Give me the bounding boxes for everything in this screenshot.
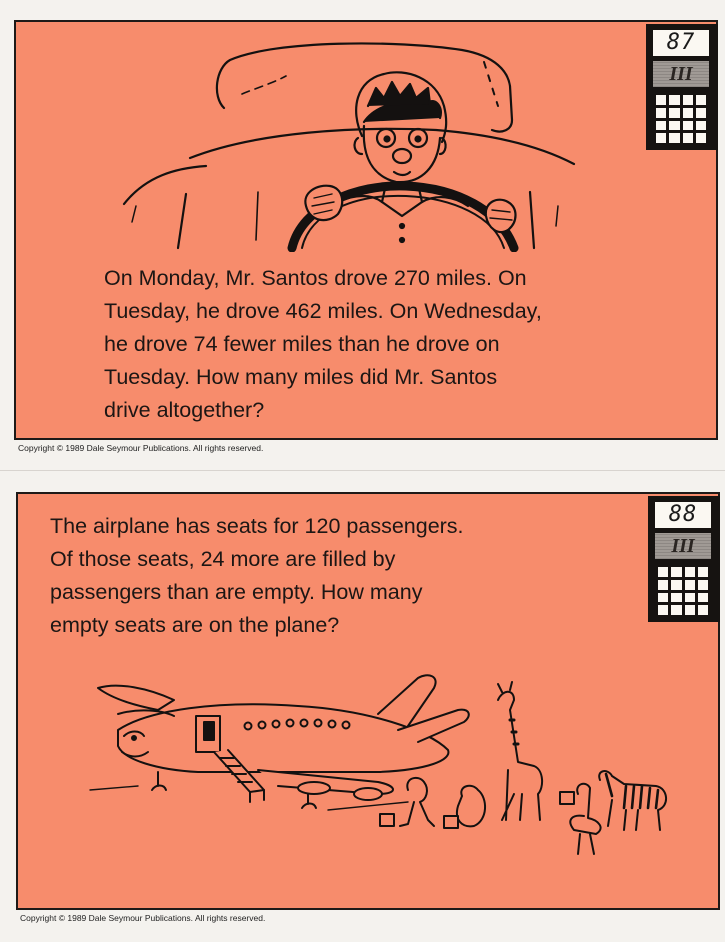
problem-line: passengers than are empty. How many <box>50 580 423 604</box>
card-divider <box>0 470 725 471</box>
problem-text-87 <box>104 262 542 427</box>
problem-line: Tuesday, he drove 462 miles. On Wednesday, <box>104 299 542 323</box>
card-number: 87 <box>653 30 709 56</box>
card-number-badge <box>646 24 718 150</box>
calculator-keypad-icon <box>656 95 706 143</box>
problem-line: On Monday, Mr. Santos drove 270 miles. On <box>104 266 527 290</box>
copyright-notice: Copyright © 1989 Dale Seymour Publications. All rights reserved. <box>20 913 266 923</box>
card-level: III <box>653 61 709 87</box>
problem-line: Of those seats, 24 more are filled by <box>50 547 396 571</box>
man-driving-car-illustration <box>106 26 576 252</box>
copyright-notice: Copyright © 1989 Dale Seymour Publications. All rights reserved. <box>18 443 264 453</box>
problem-line: empty seats are on the plane? <box>50 613 340 637</box>
problem-card-88 <box>16 492 720 910</box>
card-number-badge <box>648 496 720 622</box>
problem-line: he drove 74 fewer miles than he drove on <box>104 332 500 356</box>
problem-line: drive altogether? <box>104 398 265 422</box>
problem-text-88 <box>50 510 464 642</box>
calculator-keypad-icon <box>658 567 708 615</box>
card-number: 88 <box>655 502 711 528</box>
problem-line: The airplane has seats for 120 passengers. <box>50 514 464 538</box>
airplane-with-animals-illustration <box>78 670 678 876</box>
card-level: III <box>655 533 711 559</box>
problem-line: Tuesday. How many miles did Mr. Santos <box>104 365 498 389</box>
problem-card-87 <box>14 20 718 440</box>
